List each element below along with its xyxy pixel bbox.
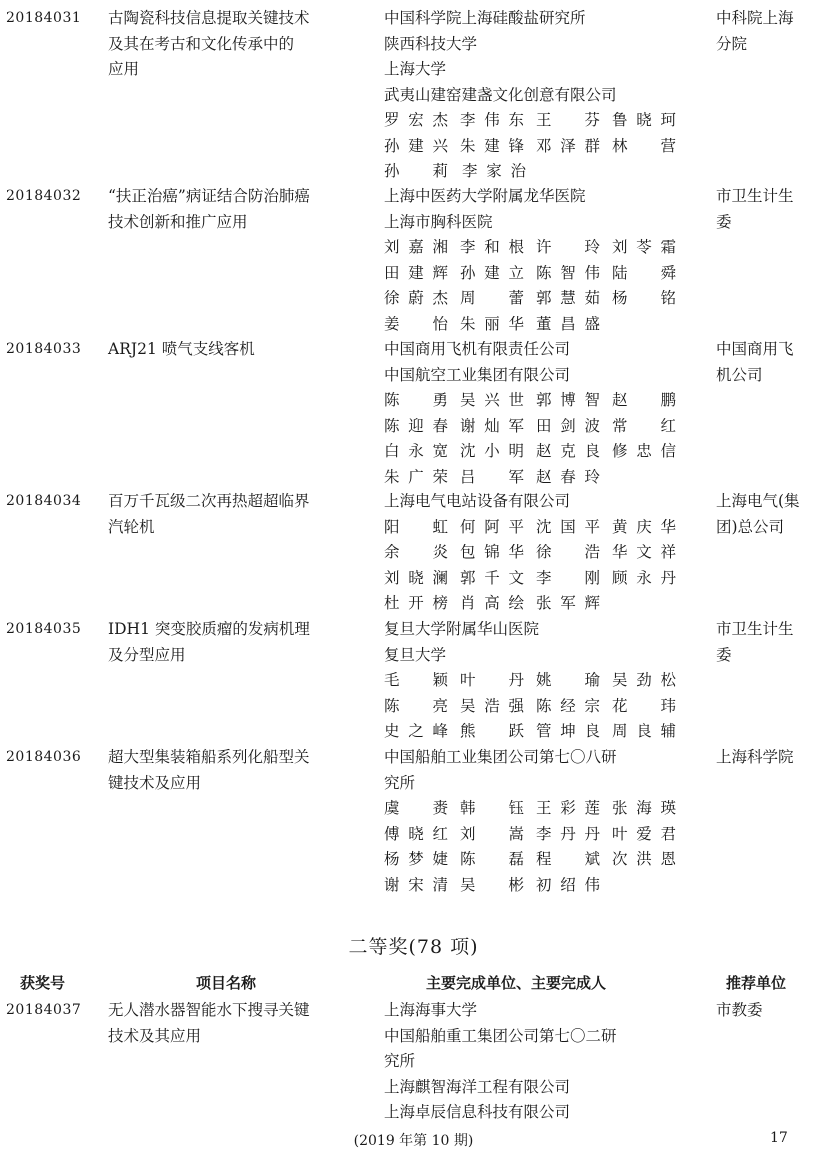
organization: 上海麒智海洋工程有限公司 xyxy=(384,1077,571,1096)
page-number: 17 xyxy=(770,1130,788,1146)
person-name: 陈经宗 xyxy=(536,696,600,715)
person-name: 阳 虹 xyxy=(384,517,448,536)
people-row xyxy=(384,439,676,465)
person-name: 沈小明 xyxy=(460,442,524,460)
organization: 究所 xyxy=(384,773,416,792)
person-name: 谢灿军 xyxy=(460,416,524,435)
person-name: 黄庆华 xyxy=(612,517,676,536)
header-recommending-unit: 推荐单位 xyxy=(726,974,787,992)
person-name: 姚 瑜 xyxy=(536,671,600,689)
recommending-unit xyxy=(716,6,820,57)
person-name: 初绍伟 xyxy=(536,875,600,894)
recommending-unit-line: 上海电气(集 xyxy=(716,492,800,510)
organization: 中国科学院上海硅酸盐研究所 xyxy=(384,9,586,27)
organization: 复旦大学 xyxy=(384,645,447,664)
project-name-line: 应用 xyxy=(108,60,140,78)
organizations-and-people xyxy=(384,489,694,617)
project-name-line: 百万千瓦级二次再热超超临界 xyxy=(108,492,310,510)
organization: 中国商用飞机有限责任公司 xyxy=(384,340,571,358)
recommending-unit-line: 委 xyxy=(716,645,732,664)
recommending-unit-line: 机公司 xyxy=(716,365,763,384)
person-name: 吕 军 xyxy=(460,467,524,486)
person-name: 毛 颖 xyxy=(384,671,448,689)
award-id: 20184035 xyxy=(6,621,82,637)
organization: 上海电气电站设备有限公司 xyxy=(384,492,571,510)
person-name: 朱丽华 xyxy=(460,314,524,333)
person-name: 孙 莉 xyxy=(384,162,448,180)
organization: 上海海事大学 xyxy=(384,1001,478,1019)
people-row xyxy=(384,465,676,491)
person-name: 姜 怡 xyxy=(384,314,448,333)
people-row xyxy=(384,261,676,287)
people-row xyxy=(384,515,676,541)
people-row xyxy=(384,847,676,873)
recommending-unit-line: 上海科学院 xyxy=(716,748,794,766)
recommending-unit xyxy=(716,617,820,668)
person-name: 花 玮 xyxy=(612,696,676,715)
people-row xyxy=(384,540,676,566)
header-project-name: 项目名称 xyxy=(196,974,257,992)
person-name: 虞 赉 xyxy=(384,799,448,817)
project-name xyxy=(108,337,366,363)
people-row xyxy=(384,235,676,261)
organizations-and-people xyxy=(384,998,694,1126)
person-name: 陆 舜 xyxy=(612,263,676,282)
organization: 复旦大学附属华山医院 xyxy=(384,620,540,638)
person-name: 陈 勇 xyxy=(384,391,448,409)
person-name: 谢宋清 xyxy=(384,875,448,894)
award-id: 20184033 xyxy=(6,341,82,357)
person-name: 董昌盛 xyxy=(536,314,600,333)
people-row xyxy=(384,414,676,440)
project-name-line: 超大型集装箱船系列化船型关 xyxy=(108,748,310,766)
project-name-line: ARJ21 喷气支线客机 xyxy=(108,340,255,358)
project-name xyxy=(108,998,366,1049)
person-name: 陈 亮 xyxy=(384,696,448,715)
person-name: 常 红 xyxy=(612,416,676,435)
person-name: 次洪恩 xyxy=(612,850,676,868)
project-name-line: “扶正治癌”病证结合防治肺癌 xyxy=(108,187,310,205)
organizations-and-people xyxy=(384,184,694,337)
project-name xyxy=(108,617,366,668)
people-row xyxy=(384,134,676,160)
people-row xyxy=(384,159,676,185)
person-name: 李家治 xyxy=(462,162,526,180)
person-name: 赵春玲 xyxy=(536,467,600,486)
person-name: 李伟东 xyxy=(460,111,524,129)
organization: 上海中医药大学附属龙华医院 xyxy=(384,187,586,205)
organization: 武夷山建窑建盏文化创意有限公司 xyxy=(384,85,617,104)
person-name: 朱广荣 xyxy=(384,467,448,486)
person-name: 田建辉 xyxy=(384,263,448,282)
person-name: 郭慧茹 xyxy=(536,289,600,307)
person-name: 罗宏杰 xyxy=(384,111,448,129)
person-name: 田剑波 xyxy=(536,416,600,435)
person-name: 王彩莲 xyxy=(536,799,600,817)
person-name: 张海瑛 xyxy=(612,799,676,817)
recommending-unit xyxy=(716,745,820,771)
person-name: 许 玲 xyxy=(536,238,600,256)
people-row xyxy=(384,719,676,745)
project-name xyxy=(108,489,366,540)
organizations-and-people xyxy=(384,337,694,490)
project-name xyxy=(108,6,366,83)
person-name: 陈迎春 xyxy=(384,416,448,435)
organization: 上海市胸科医院 xyxy=(384,212,493,231)
recommending-unit-line: 中科院上海 xyxy=(716,9,794,27)
recommending-unit-line: 团)总公司 xyxy=(716,517,785,536)
person-name: 华文祥 xyxy=(612,543,676,561)
project-name-line: 技术创新和推广应用 xyxy=(108,212,248,231)
people-row xyxy=(384,873,676,899)
person-name: 周 蕾 xyxy=(460,289,524,307)
organization: 中国航空工业集团有限公司 xyxy=(384,365,571,384)
award-id: 20184036 xyxy=(6,749,82,765)
person-name: 林 营 xyxy=(612,136,676,155)
project-name-line: 汽轮机 xyxy=(108,517,155,536)
person-name: 吴劲松 xyxy=(612,671,676,689)
recommending-unit xyxy=(716,184,820,235)
people-row xyxy=(384,388,676,414)
recommending-unit xyxy=(716,998,820,1024)
person-name: 何阿平 xyxy=(460,517,524,536)
person-name: 邓泽群 xyxy=(536,136,600,155)
recommending-unit-line: 市卫生计生 xyxy=(716,620,794,638)
project-name-line: 及分型应用 xyxy=(108,645,186,664)
person-name: 修忠信 xyxy=(612,442,676,460)
person-name: 管坤良 xyxy=(536,722,600,740)
organization: 中国船舶重工集团公司第七〇二研 xyxy=(384,1026,617,1045)
issue-label: (2019 年第 10 期) xyxy=(353,1133,474,1149)
person-name: 刘嘉湘 xyxy=(384,238,448,256)
people-row xyxy=(384,668,676,694)
project-name xyxy=(108,184,366,235)
organizations-and-people xyxy=(384,6,694,185)
person-name: 吴 彬 xyxy=(460,875,524,894)
project-name-line: IDH1 突变胶质瘤的发病机理 xyxy=(108,620,310,638)
people-row xyxy=(384,286,676,312)
recommending-unit xyxy=(716,337,820,388)
person-name: 李 刚 xyxy=(536,568,600,587)
person-name: 张军辉 xyxy=(536,594,600,612)
project-name-line: 古陶瓷科技信息提取关键技术 xyxy=(108,9,310,27)
person-name: 李和根 xyxy=(460,238,524,256)
award-id: 20184031 xyxy=(6,10,82,26)
person-name: 杨 铭 xyxy=(612,289,676,307)
organizations-and-people xyxy=(384,745,694,898)
person-name: 吴兴世 xyxy=(460,391,524,409)
person-name: 鲁晓珂 xyxy=(612,111,676,129)
organization: 陕西科技大学 xyxy=(384,34,478,53)
person-name: 包锦华 xyxy=(460,543,524,561)
person-name: 白永宽 xyxy=(384,442,448,460)
person-name: 杜开榜 xyxy=(384,594,448,612)
person-name: 沈国平 xyxy=(536,517,600,536)
person-name: 赵 鹏 xyxy=(612,391,676,409)
recommending-unit xyxy=(716,489,820,540)
people-row xyxy=(384,796,676,822)
recommending-unit-line: 委 xyxy=(716,212,732,231)
person-name: 王 芬 xyxy=(536,111,600,129)
person-name: 熊 跃 xyxy=(460,722,524,740)
project-name-line: 技术及其应用 xyxy=(108,1026,202,1045)
person-name: 刘苓霜 xyxy=(612,238,676,256)
person-name: 杨梦婕 xyxy=(384,850,448,868)
people-row xyxy=(384,108,676,134)
person-name: 孙建兴 xyxy=(384,136,448,155)
person-name: 肖高绘 xyxy=(460,594,524,612)
person-name: 孙建立 xyxy=(460,263,524,282)
person-name: 朱建锋 xyxy=(460,136,524,155)
person-name: 李丹丹 xyxy=(536,824,600,843)
organization: 究所 xyxy=(384,1052,416,1070)
project-name-line: 无人潜水器智能水下搜寻关键 xyxy=(108,1001,310,1019)
award-id: 20184037 xyxy=(6,1002,82,1018)
person-name: 郭千文 xyxy=(460,568,524,587)
people-row xyxy=(384,591,676,617)
award-id: 20184034 xyxy=(6,493,82,509)
people-row xyxy=(384,566,676,592)
project-name xyxy=(108,745,366,796)
person-name: 徐蔚杰 xyxy=(384,289,448,307)
person-name: 陈智伟 xyxy=(536,263,600,282)
person-name: 叶爱君 xyxy=(612,824,676,843)
recommending-unit-line: 市教委 xyxy=(716,1001,763,1019)
person-name: 韩 钰 xyxy=(460,799,524,817)
person-name: 刘晓澜 xyxy=(384,568,448,587)
recommending-unit-line: 市卫生计生 xyxy=(716,187,794,205)
award-id: 20184032 xyxy=(6,188,82,204)
organization: 上海卓辰信息科技有限公司 xyxy=(384,1103,571,1121)
person-name: 刘 嵩 xyxy=(460,824,524,843)
project-name-line: 键技术及应用 xyxy=(108,773,202,792)
header-organizations: 主要完成单位、主要完成人 xyxy=(426,974,607,992)
person-name: 陈 磊 xyxy=(460,850,524,868)
person-name: 傅晓红 xyxy=(384,824,448,843)
person-name: 余 炎 xyxy=(384,543,448,561)
people-row xyxy=(384,312,676,338)
organization: 上海大学 xyxy=(384,60,447,78)
people-row xyxy=(384,694,676,720)
recommending-unit-line: 分院 xyxy=(716,34,748,53)
person-name: 程 斌 xyxy=(536,850,600,868)
project-name-line: 及其在考古和文化传承中的 xyxy=(108,34,295,53)
person-name: 史之峰 xyxy=(384,722,448,740)
person-name: 徐 浩 xyxy=(536,543,600,561)
person-name: 赵克良 xyxy=(536,442,600,460)
person-name: 吴浩强 xyxy=(460,696,524,715)
person-name: 叶 丹 xyxy=(460,671,524,689)
organizations-and-people xyxy=(384,617,694,745)
section-title: 二等奖(78 项) xyxy=(348,936,479,958)
person-name: 顾永丹 xyxy=(612,568,676,587)
person-name: 周良辅 xyxy=(612,722,676,740)
header-award-id: 获奖号 xyxy=(20,974,66,992)
organization: 中国船舶工业集团公司第七〇八研 xyxy=(384,748,617,766)
recommending-unit-line: 中国商用飞 xyxy=(716,340,794,358)
person-name: 郭博智 xyxy=(536,391,600,409)
people-row xyxy=(384,822,676,848)
